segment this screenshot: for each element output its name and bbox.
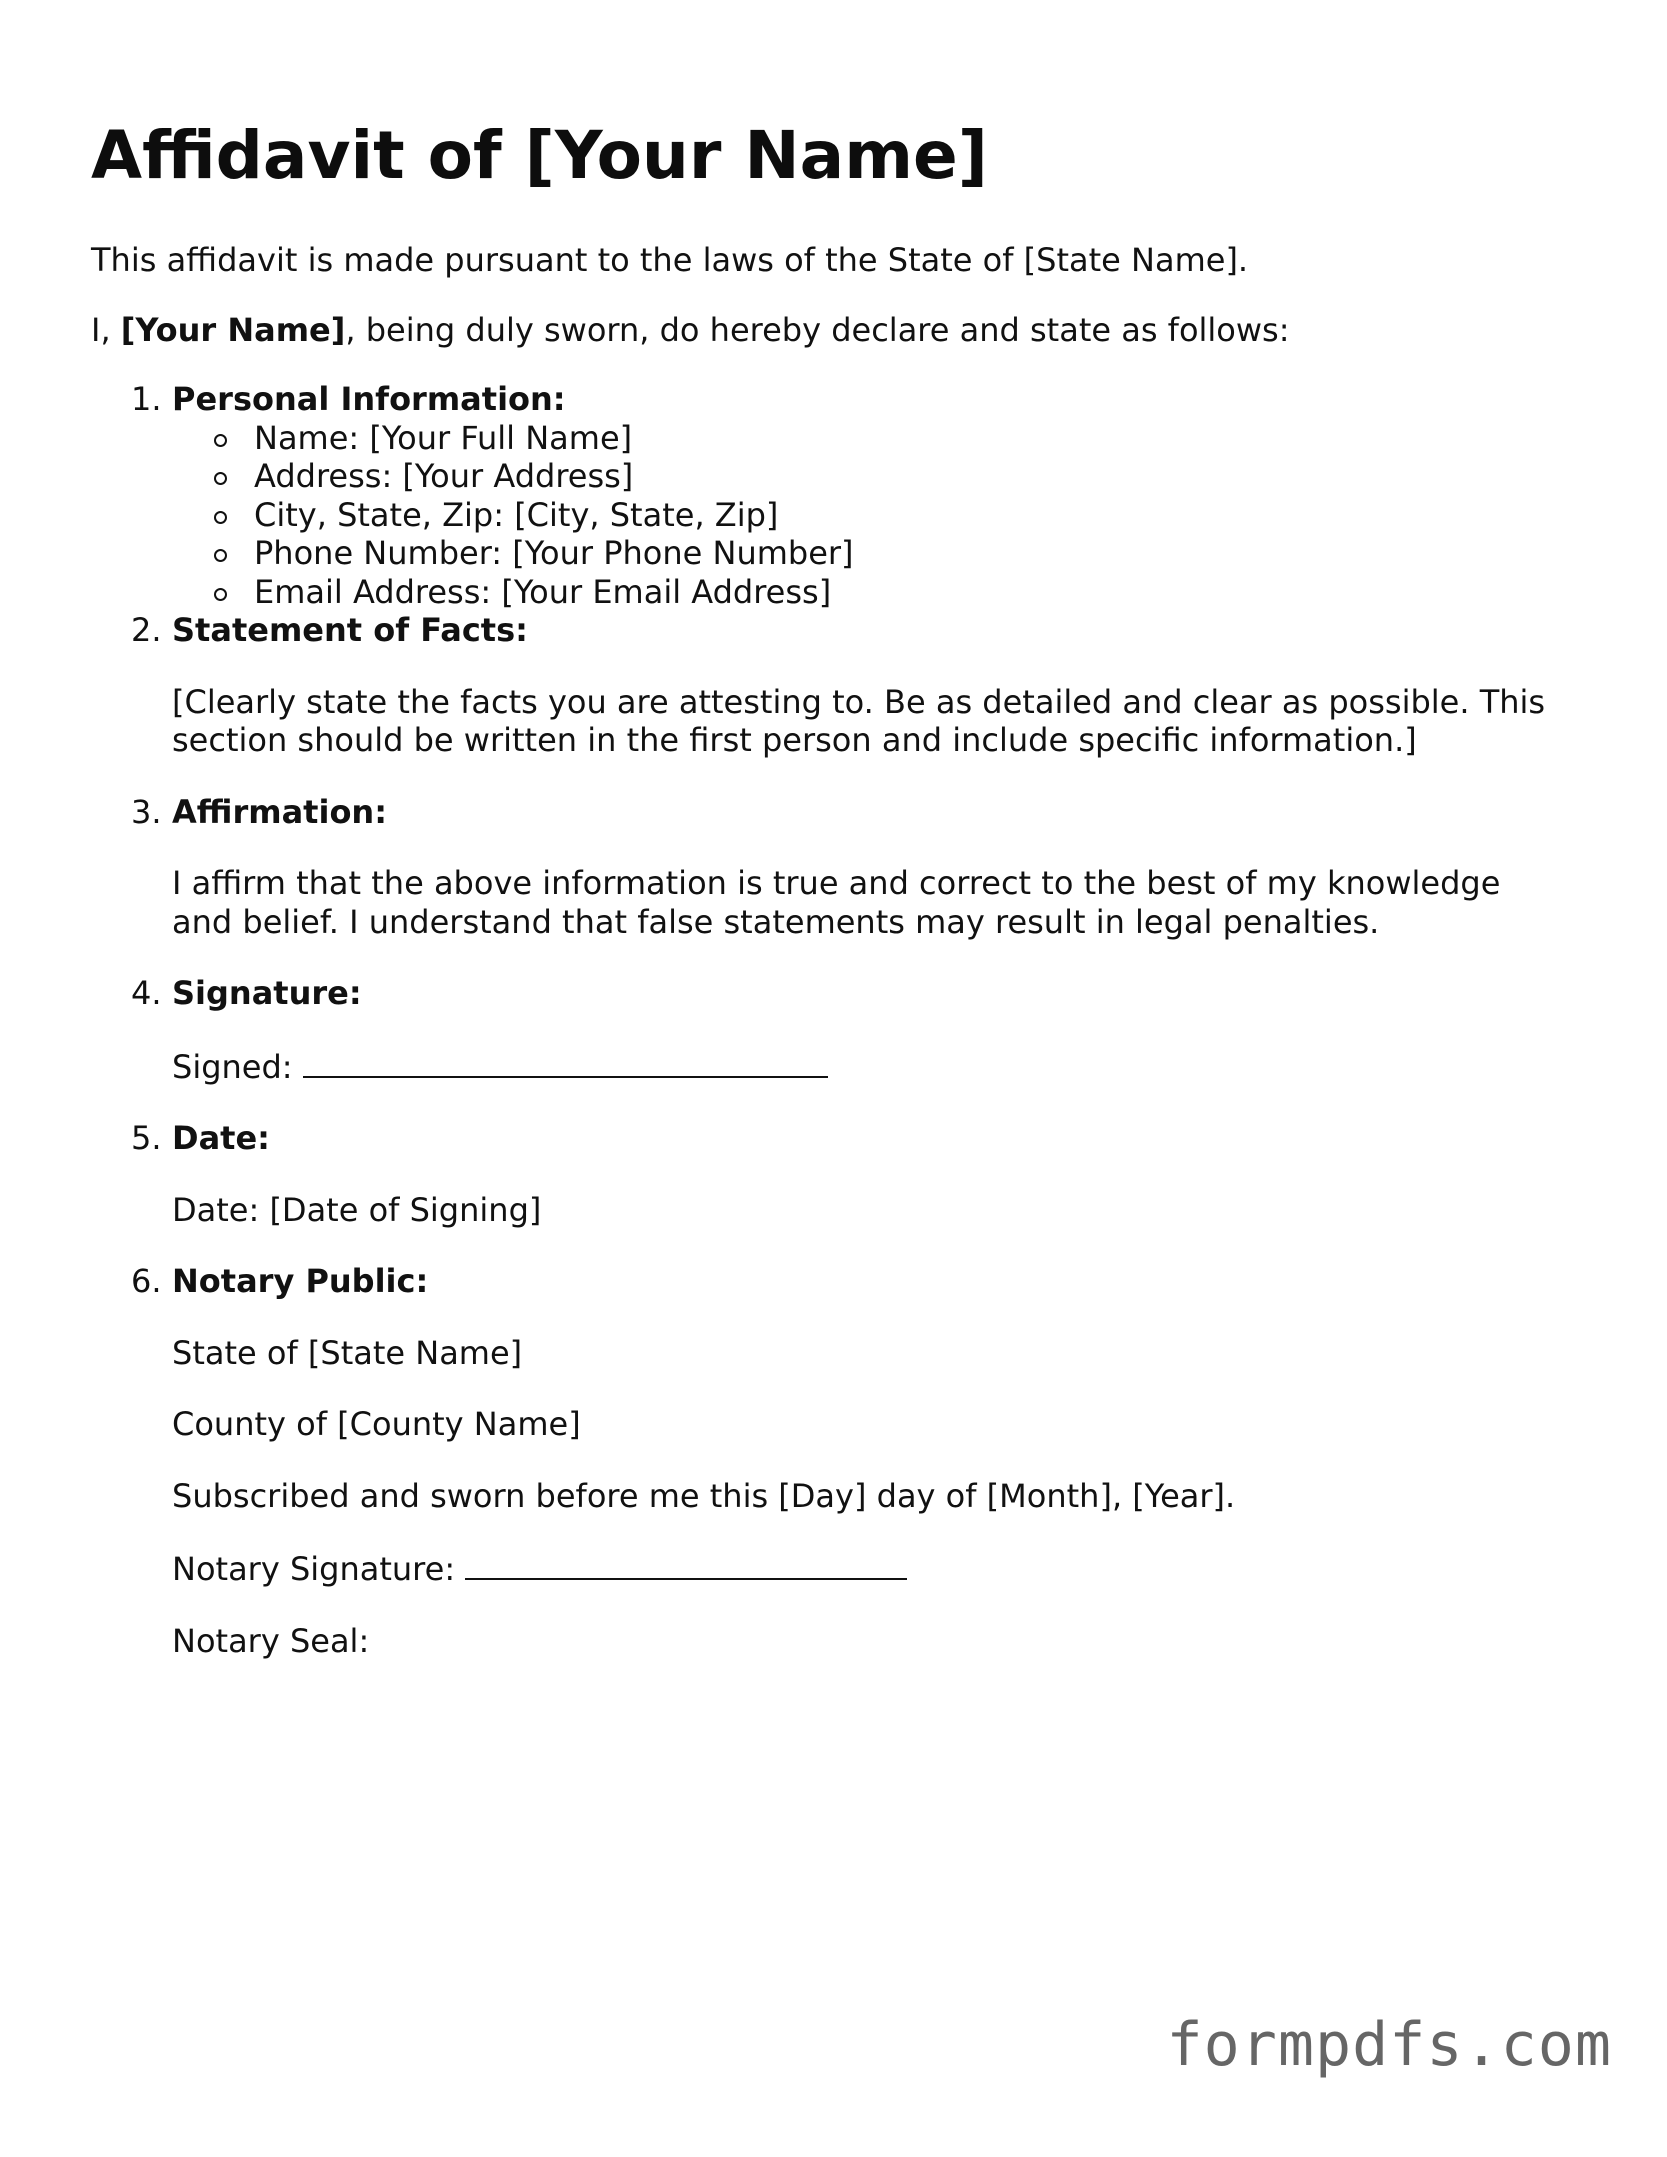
section-personal-information (91, 380, 1591, 611)
personal-info-address: Address: [Your Address] (254, 457, 634, 495)
declaration-paragraph (91, 311, 1290, 349)
date-text: Date: [Date of Signing] (172, 1190, 542, 1229)
section-signature (91, 974, 1591, 1086)
watermark-text: formpdfs.com (1166, 2010, 1612, 2080)
personal-info-list (172, 419, 1591, 612)
personal-info-phone: Phone Number: [Your Phone Number] (254, 534, 854, 572)
facts-text (172, 683, 1591, 760)
section-statement-of-facts (91, 611, 1591, 760)
list-item (172, 573, 1591, 612)
section-title: Notary Public: (172, 1262, 429, 1300)
declaration-prefix: I, (91, 311, 121, 349)
section-number: 6. (131, 1262, 162, 1300)
list-item (172, 419, 1591, 458)
personal-info-city-state-zip: City, State, Zip: [City, State, Zip] (254, 495, 779, 534)
section-number: 3. (131, 792, 162, 831)
signature-blank[interactable] (303, 1046, 828, 1078)
affirmation-text (172, 864, 1591, 941)
signed-line (172, 1046, 1591, 1087)
notary-signature-label: Notary Signature: (172, 1550, 466, 1588)
affirmation-line-2: and belief. I understand that false statements may result in legal penalties. (172, 902, 1380, 941)
section-number: 5. (131, 1119, 162, 1157)
notary-signature-blank[interactable] (465, 1548, 907, 1580)
personal-info-name: Name: [Your Full Name] (254, 418, 633, 457)
circle-bullet-icon (214, 511, 227, 524)
declarant-name: [Your Name] (120, 311, 346, 349)
list-item (172, 534, 1591, 573)
notary-seal-label: Notary Seal: (172, 1621, 370, 1660)
circle-bullet-icon (214, 588, 227, 601)
facts-line-1: [Clearly state the facts you are attesting to. Be as detailed and clear as possible. This (172, 682, 1546, 721)
section-number: 4. (131, 974, 162, 1012)
section-title: Signature: (172, 974, 362, 1012)
section-date (91, 1119, 1591, 1229)
page-title: Affidavit of [Your Name] (91, 117, 988, 194)
section-title: Statement of Facts: (172, 611, 528, 649)
declaration-suffix: , being duly sworn, do hereby declare and state as follows: (345, 311, 1290, 349)
section-title: Date: (172, 1119, 270, 1157)
affidavit-sections (91, 380, 1591, 1660)
personal-info-email: Email Address: [Your Email Address] (254, 572, 832, 611)
facts-line-2: section should be written in the first person and include specific information.] (172, 721, 1417, 759)
section-notary-public (91, 1262, 1591, 1660)
notary-county: County of [County Name] (172, 1405, 581, 1443)
section-title: Personal Information: (172, 380, 566, 418)
section-affirmation (91, 793, 1591, 942)
circle-bullet-icon (214, 549, 227, 562)
list-item (172, 457, 1591, 496)
notary-signature-line (172, 1548, 1591, 1589)
section-number: 2. (131, 611, 162, 649)
section-title: Affirmation: (172, 792, 387, 831)
intro-paragraph: This affidavit is made pursuant to the laws of the State of [State Name]. (91, 241, 1249, 279)
signed-label: Signed: (172, 1047, 303, 1086)
notary-state: State of [State Name] (172, 1333, 523, 1372)
circle-bullet-icon (214, 472, 227, 485)
affirmation-line-1: I affirm that the above information is true and correct to the best of my knowledge (172, 864, 1501, 902)
circle-bullet-icon (214, 434, 227, 447)
list-item (172, 496, 1591, 535)
notary-sworn-statement: Subscribed and sworn before me this [Day] day of [Month], [Year]. (172, 1476, 1236, 1515)
section-number: 1. (131, 380, 162, 418)
